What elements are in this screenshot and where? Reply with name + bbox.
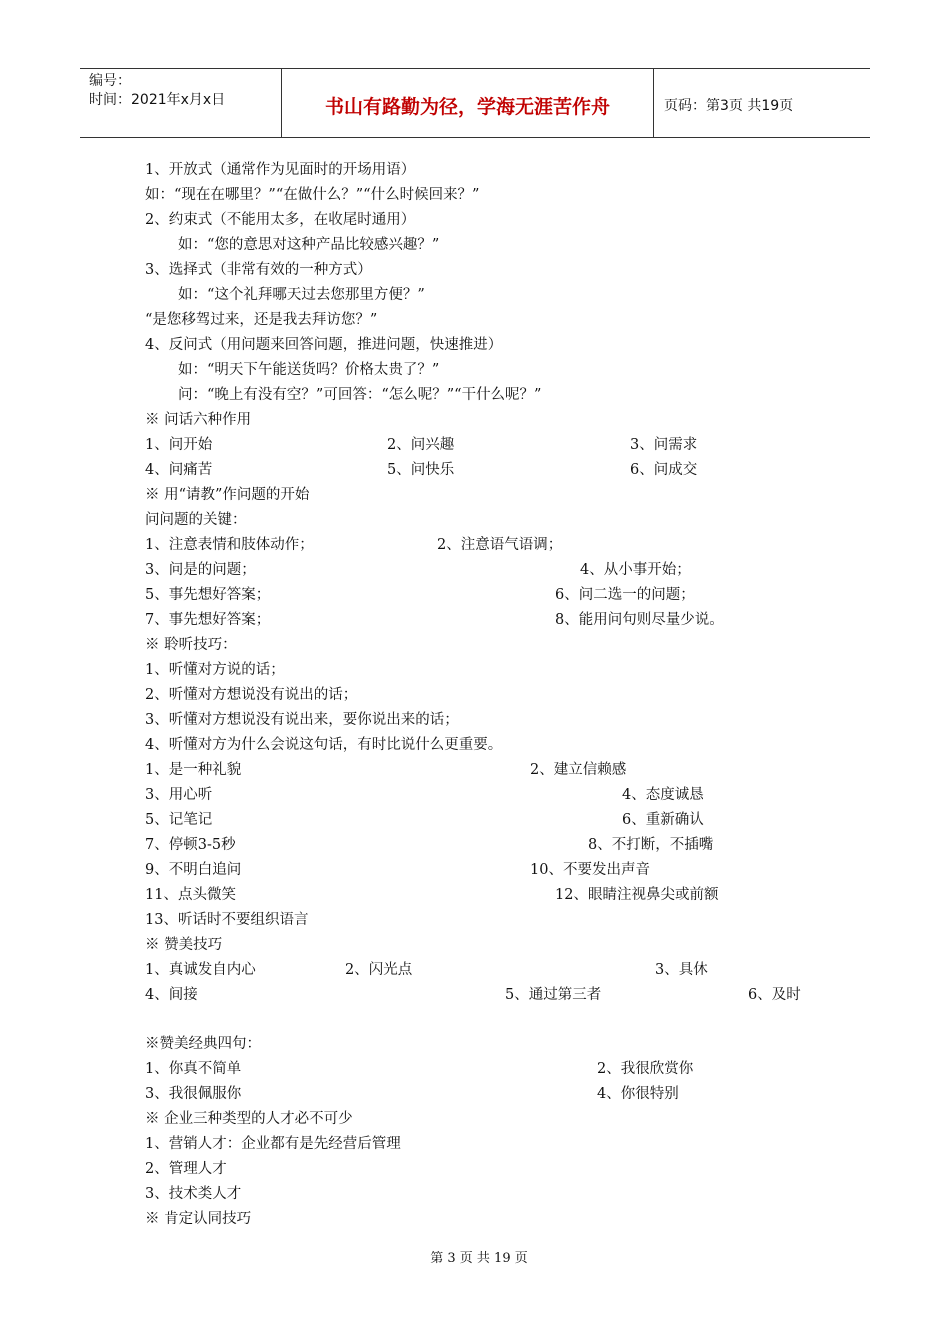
list-item: 4、你很特别 [597,1086,679,1102]
section-heading: ※赞美经典四句： [145,1036,261,1052]
text-line: 3、听懂对方想说没有说出来，要你说出来的话； [145,712,459,728]
text-line: 3、选择式（非常有效的一种方式） [145,262,372,278]
list-item: 6、及时 [748,987,801,1003]
list-item: 6、问二选一的问题； [555,587,695,603]
section-heading: ※ 赞美技巧 [145,937,223,953]
list-item: 5、事先想好答案； [145,587,271,603]
list-item: 2、我很欣赏你 [597,1061,694,1077]
list-item: 2、问兴趣 [387,437,455,453]
text-line: 如：“现在在哪里？”“在做什么？”“什么时候回来？” [145,187,480,203]
list-item: 1、问开始 [145,437,213,453]
list-item: 6、问成交 [630,462,698,478]
list-item: 4、间接 [145,987,198,1003]
text-line: 1、听懂对方说的话； [145,662,285,678]
page-footer: 第 3 页 共 19 页 [430,1251,528,1266]
text-line: 如：“这个礼拜哪天过去您那里方便？” [178,287,425,303]
list-item: 3、问是的问题； [145,562,256,578]
list-item: 4、态度诚恳 [622,787,704,803]
list-item: 1、注意表情和肢体动作； [145,537,314,553]
list-item: 2、建立信赖感 [530,762,627,778]
list-item: 2、管理人才 [145,1161,227,1177]
list-item: 1、真诚发自内心 [145,962,256,978]
text-line: 4、反问式（用问题来回答问题，推进问题，快速推进） [145,337,503,353]
list-item: 8、不打断，不插嘴 [588,837,714,853]
list-item: 5、记笔记 [145,812,213,828]
header-meta [80,69,282,137]
section-heading: ※ 肯定认同技巧 [145,1211,252,1227]
text-line: 问：“晚上有没有空？”可回答：“怎么呢？”“干什么呢？” [178,387,542,403]
list-item: 7、停顿3-5秒 [145,837,236,853]
list-item: 12、眼睛注视鼻尖或前额 [555,887,719,903]
list-item: 5、问快乐 [387,462,455,478]
list-item: 10、不要发出声音 [530,862,650,878]
list-item: 7、事先想好答案； [145,612,271,628]
header-page-number: 页码：第3页 共19页 [664,98,794,114]
text-line: 如：“您的意思对这种产品比较感兴趣？” [178,237,440,253]
header-motto: 书山有路勤为径，学海无涯苦作舟 [282,69,654,137]
text-line: 1、开放式（通常作为见面时的开场用语） [145,162,416,178]
list-item: 2、闪光点 [345,962,413,978]
list-item: 3、我很佩服你 [145,1086,242,1102]
text-line: 2、约束式（不能用太多，在收尾时通用） [145,212,416,228]
list-item: 2、注意语气语调； [437,537,563,553]
document-date: 时间：2021年x月x日 [89,92,226,108]
list-item: 3、技术类人才 [145,1186,242,1202]
section-heading: ※ 企业三种类型的人才必不可少 [145,1111,353,1127]
list-item: 8、能用问句则尽量少说。 [555,612,724,628]
list-item: 9、不明白追问 [145,862,242,878]
list-item: 5、通过第三者 [505,987,602,1003]
list-item: 1、是一种礼貌 [145,762,242,778]
list-item: 6、重新确认 [622,812,704,828]
list-item: 4、从小事开始； [580,562,691,578]
list-item: 3、问需求 [630,437,698,453]
list-item: 1、营销人才：企业都有是先经营后管理 [145,1136,401,1152]
section-heading: ※ 聆听技巧： [145,637,237,653]
page-header [80,68,870,138]
section-heading: ※ 问话六种作用 [145,412,252,428]
text-line: 2、听懂对方想说没有说出的话； [145,687,358,703]
text-line: 4、听懂对方为什么会说这句话，有时比说什么更重要。 [145,737,503,753]
document-number-label: 编号： [89,73,131,89]
list-item: 4、问痛苦 [145,462,213,478]
text-line: 如：“明天下午能送货吗？价格太贵了？” [178,362,440,378]
list-item: 13、听话时不要组织语言 [145,912,309,928]
list-item: 3、具休 [655,962,708,978]
section-heading: ※ 用“请教”作问题的开始 [145,487,310,503]
list-item: 11、点头微笑 [145,887,236,903]
text-line: “是您移驾过来，还是我去拜访您？” [145,312,378,328]
list-item: 1、你真不简单 [145,1061,242,1077]
text-line: 问问题的关键： [145,512,247,528]
list-item: 3、用心听 [145,787,213,803]
